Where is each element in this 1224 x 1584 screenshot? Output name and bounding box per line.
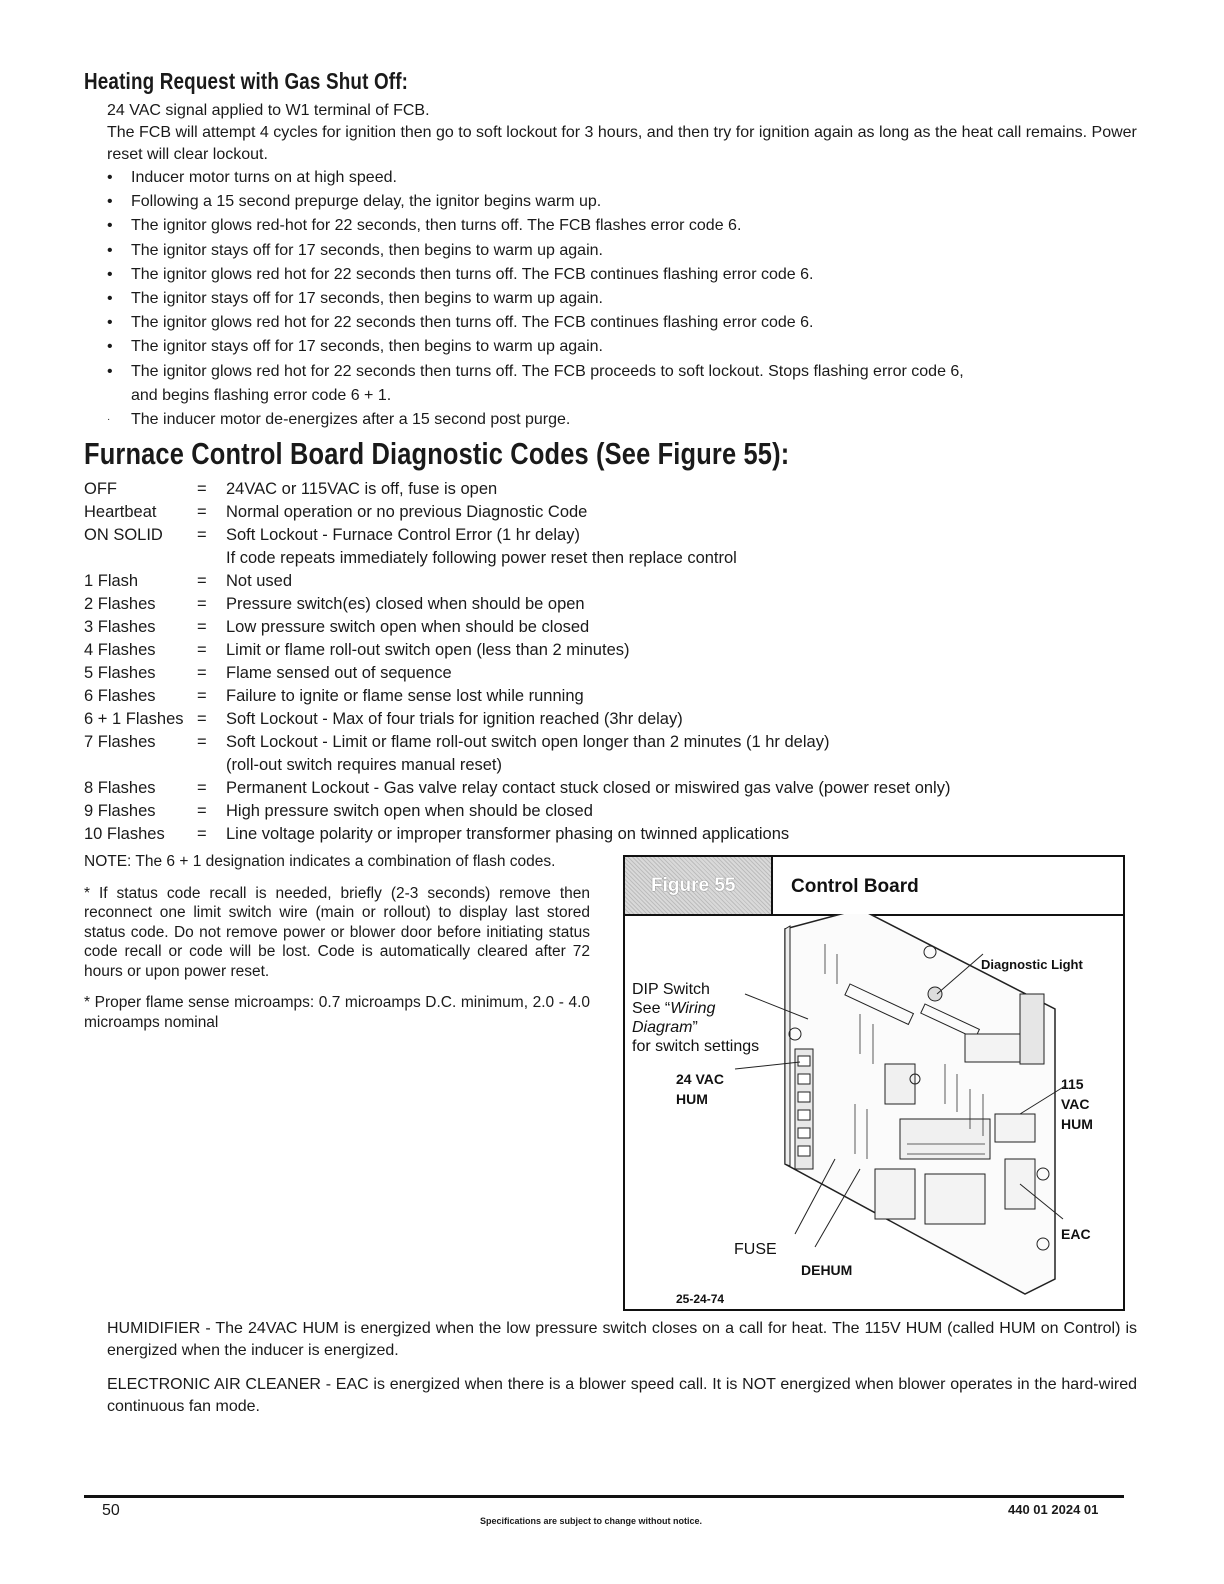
- 24vac-hum-label: 24 VAC HUM: [676, 1071, 724, 1107]
- list-item: • The ignitor glows red hot for 22 seconds then turns off. The FCB proceeds to soft lockout. Stops flashing error code 6, and begins flashing error code 6 + 1.: [107, 362, 964, 404]
- table-row: 2 Flashes = Pressure switch(es) closed when should be open: [84, 595, 585, 613]
- page-number: 50: [102, 1502, 120, 1519]
- intro-line-2: The FCB will attempt 4 cycles for ignition then go to soft lockout for 3 hours, and then try for ignition again as long as the heat call remains. Power reset will clear lockout.: [107, 124, 1137, 163]
- footer-rule: [84, 1495, 1124, 1498]
- list-item: • The ignitor glows red hot for 22 seconds then turns off. The FCB continues flashing error code 6.: [107, 265, 814, 283]
- table-row: 5 Flashes = Flame sensed out of sequence: [84, 664, 452, 682]
- figure-code: 25-24-74: [676, 1292, 725, 1306]
- heating-heading: Heating Request with Gas Shut Off:: [84, 68, 409, 94]
- list-item: • Inducer motor turns on at high speed.: [107, 169, 397, 186]
- table-row: OFF = 24VAC or 115VAC is off, fuse is open: [84, 480, 498, 498]
- list-item: • The ignitor stays off for 17 seconds, then begins to warm up again.: [107, 241, 603, 259]
- list-item: • The ignitor glows red hot for 22 seconds then turns off. The FCB continues flashing error code 6.: [107, 314, 814, 332]
- figure-title: Control Board: [791, 876, 919, 897]
- notes-block: [84, 852, 590, 1044]
- diagnostic-code-table: [84, 478, 1144, 846]
- spec-notice: Specifications are subject to change without notice.: [480, 1516, 703, 1526]
- heating-steps-list: [107, 166, 1107, 432]
- note-combination: NOTE: The 6 + 1 designation indicates a combination of flash codes.: [84, 853, 556, 870]
- fuse-label: FUSE: [734, 1241, 777, 1258]
- dip-switch-label: DIP Switch See “Wiring Diagram” for switch settings: [632, 981, 760, 1055]
- list-item: · The inducer motor de-energizes after a 15 second post purge.: [107, 411, 571, 429]
- dehum-label: DEHUM: [801, 1262, 853, 1278]
- note-flame-sense: * Proper flame sense microamps: 0.7 microamps D.C. minimum, 2.0 - 4.0 microamps nominal: [84, 994, 590, 1031]
- heating-intro: [107, 100, 1147, 166]
- table-row: ON SOLID = Soft Lockout - Furnace Control Error (1 hr delay) If code repeats immediately following power reset then replace control: [84, 526, 737, 567]
- note-status-recall: * If status code recall is needed, briefly (2-3 seconds) remove then reconnect one limit switch wire (main or rollout) to display last stored status code. Do not remove power or blower door before initiating status code recall or code will be lost. Code is automatically cleared after 72 hours or upon power reset.: [84, 884, 590, 980]
- diagnostic-heading: Furnace Control Board Diagnostic Codes (See Figure 55):: [84, 436, 790, 471]
- 115vac-hum-label: 115 VAC HUM: [1061, 1076, 1093, 1132]
- eac-label: EAC: [1061, 1226, 1091, 1242]
- table-row: 9 Flashes = High pressure switch open when should be closed: [84, 802, 593, 820]
- eac-paragraph: ELECTRONIC AIR CLEANER - EAC is energized when there is a blower speed call. It is NOT energized when blower operates in the hard-wired continuous fan mode.: [107, 1376, 1137, 1415]
- list-item: • The ignitor stays off for 17 seconds, then begins to warm up again.: [107, 338, 603, 356]
- list-item: • Following a 15 second prepurge delay, the ignitor begins warm up.: [107, 193, 602, 211]
- figure-55-control-board: [623, 855, 1125, 1311]
- figure-header: [625, 857, 1123, 916]
- table-row: 10 Flashes = Line voltage polarity or improper transformer phasing on twinned applications: [84, 825, 790, 843]
- table-row: 6 Flashes = Failure to ignite or flame sense lost while running: [84, 687, 584, 705]
- document-number: 440 01 2024 01: [1008, 1502, 1099, 1517]
- table-row: 7 Flashes = Soft Lockout - Limit or flame roll-out switch open longer than 2 minutes (1 hr delay) (roll-out switch requires manual reset): [84, 733, 830, 774]
- list-item: • The ignitor glows red-hot for 22 seconds, then turns off. The FCB flashes error code 6.: [107, 217, 742, 235]
- table-row: 6 + 1 Flashes = Soft Lockout - Max of four trials for ignition reached (3hr delay): [84, 710, 683, 728]
- diagnostic-light-label: Diagnostic Light: [981, 957, 1083, 972]
- table-row: 3 Flashes = Low pressure switch open when should be closed: [84, 618, 590, 636]
- list-item: • The ignitor stays off for 17 seconds, then begins to warm up again.: [107, 290, 603, 308]
- table-row: 1 Flash = Not used: [84, 572, 293, 590]
- intro-line-1: 24 VAC signal applied to W1 terminal of FCB.: [107, 102, 430, 119]
- bottom-paragraphs: [107, 1318, 1137, 1430]
- table-row: Heartbeat = Normal operation or no previous Diagnostic Code: [84, 503, 588, 521]
- figure-number-box: Figure 55: [625, 857, 773, 914]
- table-row: 4 Flashes = Limit or flame roll-out switch open (less than 2 minutes): [84, 641, 630, 659]
- humidifier-paragraph: HUMIDIFIER - The 24VAC HUM is energized when the low pressure switch closes on a call for heat. The 115V HUM (called HUM on Control) is energized when the inducer is energized.: [107, 1320, 1137, 1359]
- table-row: 8 Flashes = Permanent Lockout - Gas valve relay contact stuck closed or miswired gas valve (power reset only): [84, 779, 951, 797]
